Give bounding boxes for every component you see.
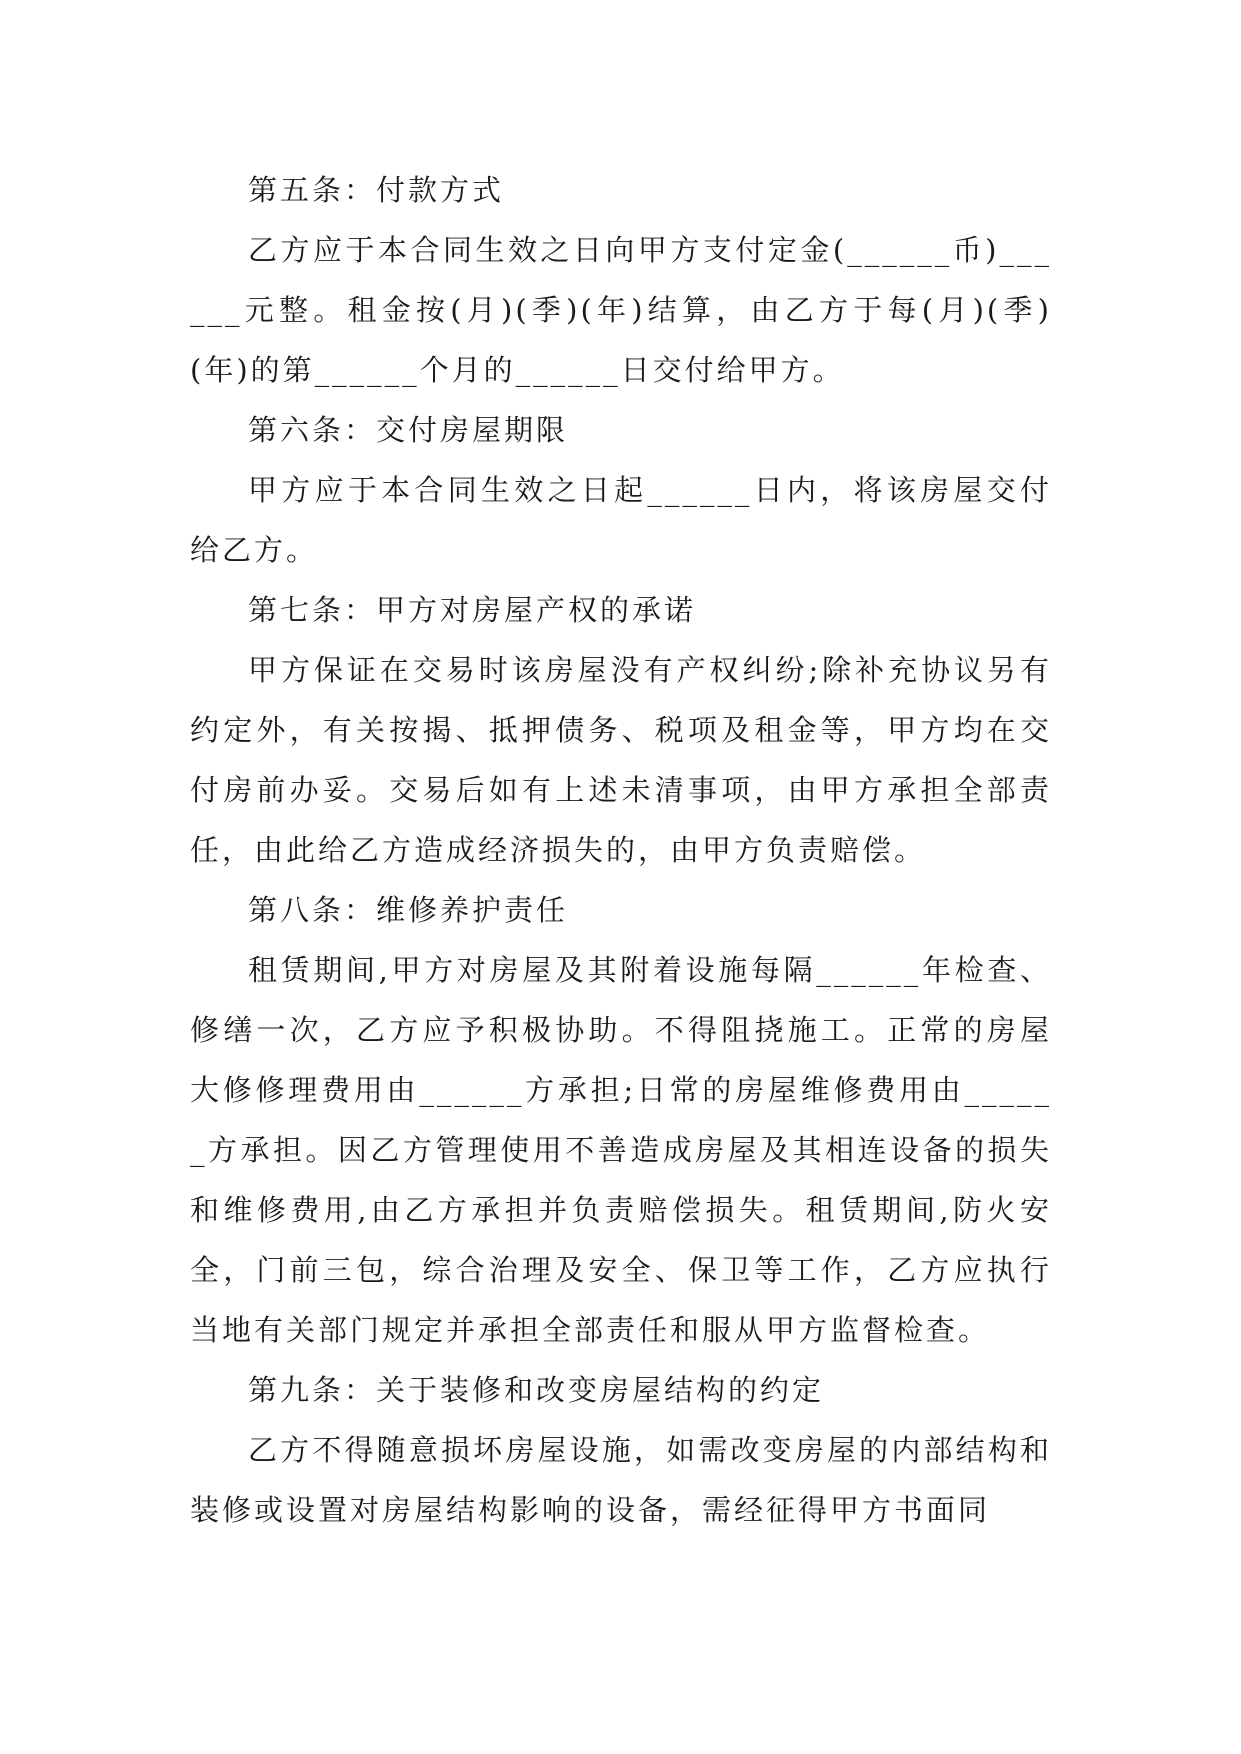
section-body-9: 乙方不得随意损坏房屋设施，如需改变房屋的内部结构和装修或设置对房屋结构影响的设备，需经征得甲方书面同 [190, 1433, 1052, 1527]
section-heading-7: 第七条：甲方对房屋产权的承诺 [248, 593, 697, 627]
section-body-8: 租赁期间,甲方对房屋及其附着设施每隔______年检查、修缮一次，乙方应予积极协助。不得阻挠施工。正常的房屋大修修理费用由______方承担;日常的房屋维修费用由______方承担。因乙方管理使用不善造成房屋及其相连设备的损失和维修费用,由乙方承担并负责赔偿损失。租赁期间,防火安全，门前三包，综合治理及安全、保卫等工作，乙方应执行当地有关部门规定并承担全部责任和服从甲方监督检查。 [190, 953, 1052, 1347]
section-body-6: 甲方应于本合同生效之日起______日内，将该房屋交付给乙方。 [190, 473, 1052, 567]
section-heading-6: 第六条：交付房屋期限 [248, 413, 569, 447]
document-body [190, 160, 1052, 1540]
section-heading-5: 第五条：付款方式 [248, 173, 505, 207]
section-heading-9: 第九条：关于装修和改变房屋结构的约定 [248, 1373, 825, 1407]
section-body-5: 乙方应于本合同生效之日向甲方支付定金(______币)______元整。租金按(月)(季)(年)结算，由乙方于每(月)(季)(年)的第______个月的______日交付给甲方。 [190, 233, 1052, 387]
section-heading-8: 第八条：维修养护责任 [248, 893, 569, 927]
section-body-7: 甲方保证在交易时该房屋没有产权纠纷;除补充协议另有约定外，有关按揭、抵押债务、税项及租金等，甲方均在交付房前办妥。交易后如有上述未清事项，由甲方承担全部责任，由此给乙方造成经济损失的，由甲方负责赔偿。 [190, 653, 1052, 867]
